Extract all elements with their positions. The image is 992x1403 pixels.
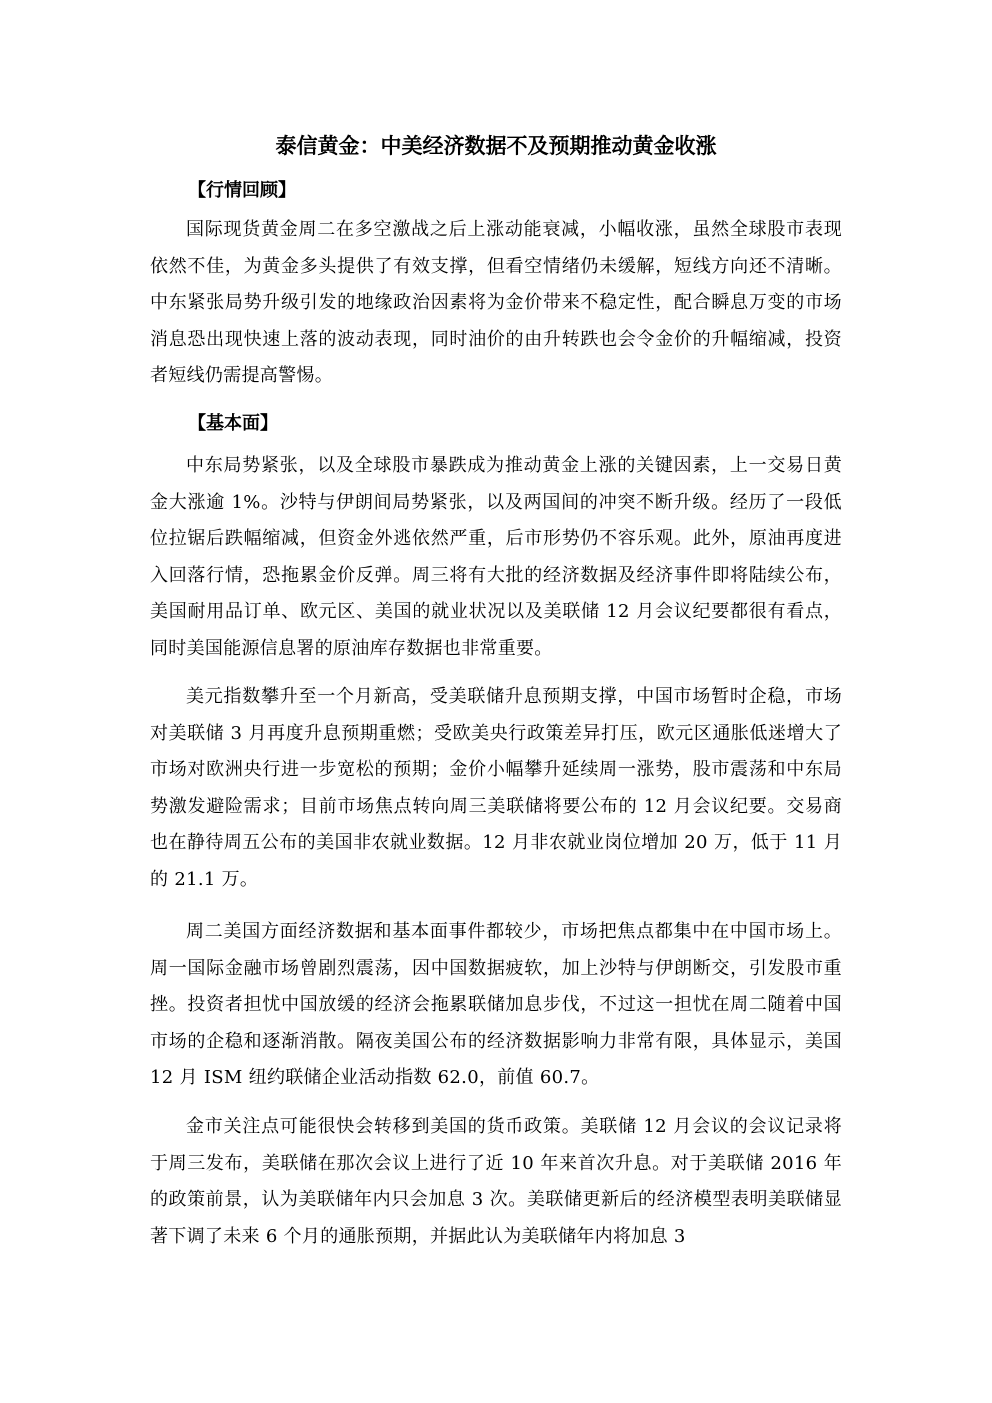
paragraph-fundamentals-3: 周二美国方面经济数据和基本面事件都较少，市场把焦点都集中在中国市场上。周一国际金融市场曾剧烈震荡，因中国数据疲软，加上沙特与伊朗断交，引发股市重挫。投资者担忧中国放缓的经济会拖累联储加息步伐，不过这一担忧在周二随着中国市场的企稳和逐渐消散。隔夜美国公布的经济数据影响力非常有限，具体显示，美国 12 月 ISM 纽约联储企业活动指数 62.0，前值 60.7。 [150,921,842,1089]
section-heading-market-review: 【行情回顾】 [188,180,296,201]
paragraph-market-review: 国际现货黄金周二在多空激战之后上涨动能衰减，小幅收涨，虽然全球股市表现依然不佳，为黄金多头提供了有效支撑，但看空情绪仍未缓解，短线方向还不清晰。中东紧张局势升级引发的地缘政治因素将为金价带来不稳定性，配合瞬息万变的市场消息恐出现快速上落的波动表现，同时油价的由升转跌也会令金价的升幅缩减，投资者短线仍需提高警惕。 [150,219,842,387]
document-title: 泰信黄金：中美经济数据不及预期推动黄金收涨 [275,133,717,158]
section-heading-fundamentals: 【基本面】 [188,413,278,434]
paragraph-fundamentals-2: 美元指数攀升至一个月新高，受美联储升息预期支撑，中国市场暂时企稳，市场对美联储 3 月再度升息预期重燃；受欧美央行政策差异打压，欧元区通胀低迷增大了市场对欧洲央行进一步宽松的预期；金价小幅攀升延续周一涨势，股市震荡和中东局势激发避险需求；目前市场焦点转向周三美联储将要公布的 12 月会议纪要。交易商也在静待周五公布的美国非农就业数据。12 月非农就业岗位增加 20 万，低于 11 月的 21.1 万。 [150,686,842,890]
paragraph-fundamentals-4: 金市关注点可能很快会转移到美国的货币政策。美联储 12 月会议的会议记录将于周三发布，美联储在那次会议上进行了近 10 年来首次升息。对于美联储 2016 年的政策前景，认为美联储年内只会加息 3 次。美联储更新后的经济模型表明美联储显著下调了未来 6 个月的通胀预期，并据此认为美联储年内将加息 3 [150,1116,842,1247]
paragraph-fundamentals-1: 中东局势紧张，以及全球股市暴跌成为推动黄金上涨的关键因素，上一交易日黄金大涨逾 1%。沙特与伊朗间局势紧张，以及两国间的冲突不断升级。经历了一段低位拉锯后跌幅缩减，但资金外逃依然严重，后市形势仍不容乐观。此外，原油再度进入回落行情，恐拖累金价反弹。周三将有大批的经济数据及经济事件即将陆续公布，美国耐用品订单、欧元区、美国的就业状况以及美联储 12 月会议纪要都很有看点，同时美国能源信息署的原油库存数据也非常重要。 [150,455,842,659]
